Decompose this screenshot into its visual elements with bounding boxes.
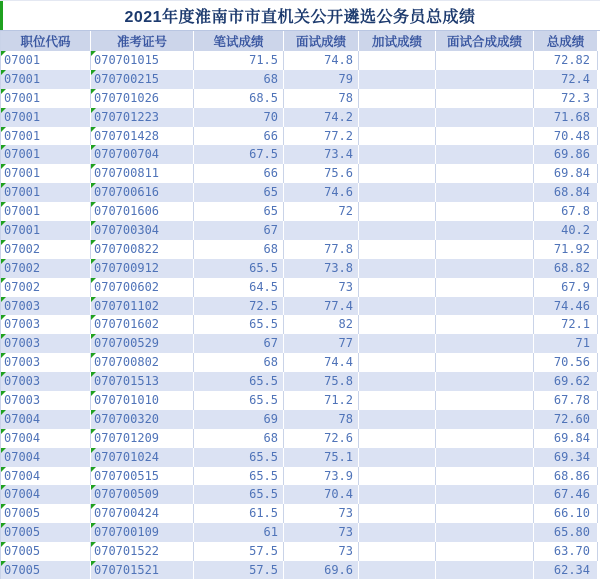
stored-as-text-indicator-icon [91, 183, 96, 188]
stored-as-text-indicator-icon [1, 51, 6, 56]
stored-as-text-indicator-icon [1, 485, 6, 490]
cell-extra[interactable] [359, 183, 436, 202]
stored-as-text-indicator-icon [91, 278, 96, 283]
cell-total[interactable]: 69.84 [534, 429, 598, 448]
cell-ticket[interactable]: 070701209 [91, 429, 194, 448]
cell-code[interactable]: 07001 [1, 108, 91, 127]
cell-code[interactable]: 07003 [1, 334, 91, 353]
cell-code[interactable]: 07004 [1, 448, 91, 467]
cell-total[interactable]: 40.2 [534, 221, 598, 240]
cell-extra[interactable] [359, 51, 436, 70]
table-row [1, 372, 598, 391]
cell-code[interactable]: 07001 [1, 221, 91, 240]
cell-written[interactable]: 65.5 [194, 467, 284, 486]
table-row [1, 70, 598, 89]
cell-code[interactable]: 07001 [1, 183, 91, 202]
cell-ticket[interactable]: 070700602 [91, 278, 194, 297]
cell-extra[interactable] [359, 127, 436, 146]
table-row [1, 278, 598, 297]
stored-as-text-indicator-icon [91, 221, 96, 226]
cell-interview[interactable]: 75.1 [284, 448, 359, 467]
cell-written[interactable]: 67.5 [194, 145, 284, 164]
stored-as-text-indicator-icon [1, 127, 6, 132]
cell-composite[interactable] [436, 429, 534, 448]
cell-composite[interactable] [436, 523, 534, 542]
cell-written[interactable]: 65.5 [194, 391, 284, 410]
cell-extra[interactable] [359, 89, 436, 108]
cell-composite[interactable] [436, 467, 534, 486]
cell-total[interactable]: 67.78 [534, 391, 598, 410]
cell-interview[interactable] [284, 221, 359, 240]
stored-as-text-indicator-icon [91, 315, 96, 320]
cell-ticket[interactable]: 070701102 [91, 297, 194, 316]
cell-code[interactable]: 07005 [1, 542, 91, 561]
cell-composite[interactable] [436, 51, 534, 70]
cell-interview[interactable]: 77.2 [284, 127, 359, 146]
cell-code[interactable]: 07003 [1, 315, 91, 334]
cell-extra[interactable] [359, 467, 436, 486]
cell-extra[interactable] [359, 145, 436, 164]
cell-extra[interactable] [359, 353, 436, 372]
table-row [1, 183, 598, 202]
selection-edge-bar [0, 1, 3, 30]
cell-interview[interactable]: 73 [284, 278, 359, 297]
cell-written[interactable]: 66 [194, 164, 284, 183]
table-row [1, 542, 598, 561]
cell-composite[interactable] [436, 89, 534, 108]
stored-as-text-indicator-icon [1, 297, 6, 302]
cell-interview[interactable]: 73.4 [284, 145, 359, 164]
cell-total[interactable]: 72.1 [534, 315, 598, 334]
cell-total[interactable]: 66.10 [534, 504, 598, 523]
cell-composite[interactable] [436, 278, 534, 297]
cell-extra[interactable] [359, 542, 436, 561]
cell-written[interactable]: 65.5 [194, 259, 284, 278]
cell-composite[interactable] [436, 315, 534, 334]
table-row [1, 240, 598, 259]
cell-extra[interactable] [359, 485, 436, 504]
stored-as-text-indicator-icon [1, 410, 6, 415]
cell-ticket[interactable]: 070700822 [91, 240, 194, 259]
cell-ticket[interactable]: 070701513 [91, 372, 194, 391]
cell-ticket[interactable]: 070701521 [91, 561, 194, 579]
stored-as-text-indicator-icon [91, 127, 96, 132]
stored-as-text-indicator-icon [91, 297, 96, 302]
cell-ticket[interactable]: 070700811 [91, 164, 194, 183]
cell-composite[interactable] [436, 448, 534, 467]
title-row [0, 1, 600, 31]
stored-as-text-indicator-icon [1, 183, 6, 188]
cell-ticket[interactable]: 070700509 [91, 485, 194, 504]
cell-extra[interactable] [359, 164, 436, 183]
cell-composite[interactable] [436, 542, 534, 561]
cell-code[interactable]: 07001 [1, 70, 91, 89]
stored-as-text-indicator-icon [1, 561, 6, 566]
cell-extra[interactable] [359, 523, 436, 542]
cell-composite[interactable] [436, 485, 534, 504]
cell-extra[interactable] [359, 108, 436, 127]
cell-interview[interactable]: 71.2 [284, 391, 359, 410]
stored-as-text-indicator-icon [1, 523, 6, 528]
cell-extra[interactable] [359, 334, 436, 353]
cell-written[interactable]: 67 [194, 221, 284, 240]
cell-ticket[interactable]: 070701026 [91, 89, 194, 108]
cell-total[interactable]: 70.56 [534, 353, 598, 372]
cell-extra[interactable] [359, 70, 436, 89]
cell-written[interactable]: 69 [194, 410, 284, 429]
stored-as-text-indicator-icon [1, 353, 6, 358]
cell-composite[interactable] [436, 127, 534, 146]
table-row [1, 127, 598, 146]
cell-total[interactable]: 72.4 [534, 70, 598, 89]
cell-written[interactable]: 67 [194, 334, 284, 353]
cell-ticket[interactable]: 070700802 [91, 353, 194, 372]
cell-extra[interactable] [359, 315, 436, 334]
cell-written[interactable]: 57.5 [194, 542, 284, 561]
header-cell-ticket[interactable]: 准考证号 [91, 31, 194, 51]
cell-interview[interactable]: 78 [284, 89, 359, 108]
cell-ticket[interactable]: 070700515 [91, 467, 194, 486]
cell-total[interactable]: 70.48 [534, 127, 598, 146]
cell-extra[interactable] [359, 561, 436, 579]
cell-composite[interactable] [436, 145, 534, 164]
cell-composite[interactable] [436, 372, 534, 391]
cell-composite[interactable] [436, 70, 534, 89]
stored-as-text-indicator-icon [1, 504, 6, 509]
stored-as-text-indicator-icon [1, 372, 6, 377]
cell-written[interactable]: 65.5 [194, 485, 284, 504]
stored-as-text-indicator-icon [91, 504, 96, 509]
cell-total[interactable]: 71.92 [534, 240, 598, 259]
table-row [1, 334, 598, 353]
stored-as-text-indicator-icon [1, 278, 6, 283]
cell-code[interactable]: 07001 [1, 202, 91, 221]
stored-as-text-indicator-icon [91, 145, 96, 150]
stored-as-text-indicator-icon [1, 221, 6, 226]
cell-total[interactable]: 63.70 [534, 542, 598, 561]
stored-as-text-indicator-icon [1, 334, 6, 339]
stored-as-text-indicator-icon [91, 448, 96, 453]
cell-ticket[interactable]: 070701223 [91, 108, 194, 127]
cell-total[interactable]: 67.8 [534, 202, 598, 221]
stored-as-text-indicator-icon [1, 448, 6, 453]
stored-as-text-indicator-icon [1, 108, 6, 113]
header-cell-extra[interactable]: 加试成绩 [359, 31, 436, 51]
stored-as-text-indicator-icon [1, 467, 6, 472]
stored-as-text-indicator-icon [1, 145, 6, 150]
cell-composite[interactable] [436, 297, 534, 316]
header-cell-composite[interactable]: 面试合成成绩 [436, 31, 534, 51]
cell-composite[interactable] [436, 334, 534, 353]
cell-composite[interactable] [436, 108, 534, 127]
table-row [1, 315, 598, 334]
cell-total[interactable]: 67.9 [534, 278, 598, 297]
stored-as-text-indicator-icon [91, 429, 96, 434]
cell-total[interactable]: 69.86 [534, 145, 598, 164]
cell-composite[interactable] [436, 221, 534, 240]
cell-ticket[interactable]: 070701015 [91, 51, 194, 70]
cell-extra[interactable] [359, 448, 436, 467]
cell-interview[interactable]: 73 [284, 523, 359, 542]
cell-written[interactable]: 71.5 [194, 51, 284, 70]
cell-extra[interactable] [359, 259, 436, 278]
stored-as-text-indicator-icon [1, 429, 6, 434]
cell-code[interactable]: 07001 [1, 127, 91, 146]
cell-code[interactable]: 07001 [1, 164, 91, 183]
cell-ticket[interactable]: 070700424 [91, 504, 194, 523]
cell-extra[interactable] [359, 297, 436, 316]
table-row [1, 202, 598, 221]
cell-code[interactable]: 07003 [1, 372, 91, 391]
cell-code[interactable]: 07001 [1, 51, 91, 70]
cell-ticket[interactable]: 070700304 [91, 221, 194, 240]
cell-total[interactable]: 72.82 [534, 51, 598, 70]
stored-as-text-indicator-icon [91, 391, 96, 396]
cell-total[interactable]: 67.46 [534, 485, 598, 504]
cell-ticket[interactable]: 070701522 [91, 542, 194, 561]
cell-interview[interactable]: 77.4 [284, 297, 359, 316]
stored-as-text-indicator-icon [91, 51, 96, 56]
cell-code[interactable]: 07004 [1, 429, 91, 448]
cell-interview[interactable]: 73 [284, 542, 359, 561]
cell-composite[interactable] [436, 240, 534, 259]
cell-extra[interactable] [359, 278, 436, 297]
stored-as-text-indicator-icon [1, 240, 6, 245]
cell-extra[interactable] [359, 391, 436, 410]
table-row [1, 51, 598, 70]
cell-written[interactable]: 61.5 [194, 504, 284, 523]
score-table-body [1, 51, 598, 579]
cell-code[interactable]: 07005 [1, 504, 91, 523]
cell-ticket[interactable]: 070701428 [91, 127, 194, 146]
cell-extra[interactable] [359, 410, 436, 429]
cell-composite[interactable] [436, 410, 534, 429]
stored-as-text-indicator-icon [1, 259, 6, 264]
cell-ticket[interactable]: 070700320 [91, 410, 194, 429]
cell-interview[interactable]: 82 [284, 315, 359, 334]
table-row [1, 391, 598, 410]
cell-interview[interactable]: 79 [284, 70, 359, 89]
cell-written[interactable]: 70 [194, 108, 284, 127]
cell-code[interactable]: 07003 [1, 353, 91, 372]
cell-total[interactable]: 69.34 [534, 448, 598, 467]
cell-written[interactable]: 68.5 [194, 89, 284, 108]
table-row [1, 221, 598, 240]
cell-code[interactable]: 07001 [1, 145, 91, 164]
table-row [1, 108, 598, 127]
cell-extra[interactable] [359, 504, 436, 523]
table-row [1, 89, 598, 108]
cell-extra[interactable] [359, 372, 436, 391]
cell-ticket[interactable]: 070700215 [91, 70, 194, 89]
cell-code[interactable]: 07002 [1, 240, 91, 259]
stored-as-text-indicator-icon [91, 353, 96, 358]
cell-interview[interactable]: 77.8 [284, 240, 359, 259]
table-row [1, 467, 598, 486]
cell-total[interactable]: 71 [534, 334, 598, 353]
stored-as-text-indicator-icon [91, 70, 96, 75]
stored-as-text-indicator-icon [1, 164, 6, 169]
cell-total[interactable]: 72.60 [534, 410, 598, 429]
stored-as-text-indicator-icon [91, 89, 96, 94]
page-title: 2021年度淮南市市直机关公开遴选公务员总成绩 [124, 9, 476, 26]
table-row [1, 485, 598, 504]
cell-written[interactable]: 65 [194, 183, 284, 202]
table-row [1, 297, 598, 316]
cell-written[interactable]: 65.5 [194, 372, 284, 391]
stored-as-text-indicator-icon [1, 542, 6, 547]
cell-interview[interactable]: 78 [284, 410, 359, 429]
cell-written[interactable]: 68 [194, 429, 284, 448]
cell-ticket[interactable]: 070700109 [91, 523, 194, 542]
table-row [1, 164, 598, 183]
cell-composite[interactable] [436, 391, 534, 410]
cell-written[interactable]: 72.5 [194, 297, 284, 316]
cell-written[interactable]: 68 [194, 353, 284, 372]
cell-ticket[interactable]: 070701010 [91, 391, 194, 410]
cell-code[interactable]: 07004 [1, 467, 91, 486]
cell-ticket[interactable]: 070701606 [91, 202, 194, 221]
cell-interview[interactable]: 73.8 [284, 259, 359, 278]
table-row [1, 259, 598, 278]
cell-interview[interactable]: 72 [284, 202, 359, 221]
cell-interview[interactable]: 73.9 [284, 467, 359, 486]
cell-total[interactable]: 68.84 [534, 183, 598, 202]
cell-total[interactable]: 74.46 [534, 297, 598, 316]
cell-interview[interactable]: 69.6 [284, 561, 359, 579]
cell-code[interactable]: 07002 [1, 259, 91, 278]
cell-ticket[interactable]: 070700616 [91, 183, 194, 202]
header-cell-code[interactable]: 职位代码 [1, 31, 91, 51]
cell-written[interactable]: 65.5 [194, 448, 284, 467]
stored-as-text-indicator-icon [91, 561, 96, 566]
cell-written[interactable]: 66 [194, 127, 284, 146]
cell-code[interactable]: 07004 [1, 410, 91, 429]
stored-as-text-indicator-icon [1, 89, 6, 94]
cell-code[interactable]: 07003 [1, 297, 91, 316]
cell-code[interactable]: 07003 [1, 391, 91, 410]
header-row [1, 31, 598, 51]
header-cell-total[interactable]: 总成绩 [534, 31, 598, 51]
cell-written[interactable]: 57.5 [194, 561, 284, 579]
stored-as-text-indicator-icon [91, 202, 96, 207]
cell-interview[interactable]: 74.4 [284, 353, 359, 372]
cell-extra[interactable] [359, 240, 436, 259]
cell-written[interactable]: 64.5 [194, 278, 284, 297]
stored-as-text-indicator-icon [91, 372, 96, 377]
cell-code[interactable]: 07005 [1, 561, 91, 579]
cell-extra[interactable] [359, 221, 436, 240]
cell-interview[interactable]: 75.8 [284, 372, 359, 391]
stored-as-text-indicator-icon [1, 202, 6, 207]
cell-composite[interactable] [436, 561, 534, 579]
stored-as-text-indicator-icon [91, 542, 96, 547]
cell-interview[interactable]: 70.4 [284, 485, 359, 504]
table-row [1, 353, 598, 372]
cell-total[interactable]: 72.3 [534, 89, 598, 108]
stored-as-text-indicator-icon [91, 467, 96, 472]
cell-written[interactable]: 65.5 [194, 315, 284, 334]
stored-as-text-indicator-icon [91, 240, 96, 245]
cell-composite[interactable] [436, 202, 534, 221]
stored-as-text-indicator-icon [1, 70, 6, 75]
stored-as-text-indicator-icon [1, 391, 6, 396]
stored-as-text-indicator-icon [91, 485, 96, 490]
cell-interview[interactable]: 74.2 [284, 108, 359, 127]
stored-as-text-indicator-icon [91, 334, 96, 339]
cell-code[interactable]: 07005 [1, 523, 91, 542]
cell-written[interactable]: 61 [194, 523, 284, 542]
table-row [1, 410, 598, 429]
table-row [1, 561, 598, 579]
cell-extra[interactable] [359, 429, 436, 448]
stored-as-text-indicator-icon [91, 410, 96, 415]
stored-as-text-indicator-icon [91, 523, 96, 528]
header-cell-interview[interactable]: 面试成绩 [284, 31, 359, 51]
cell-code[interactable]: 07001 [1, 89, 91, 108]
table-row [1, 429, 598, 448]
cell-composite[interactable] [436, 353, 534, 372]
cell-total[interactable]: 69.84 [534, 164, 598, 183]
cell-code[interactable]: 07002 [1, 278, 91, 297]
score-table [0, 31, 598, 579]
cell-written[interactable]: 68 [194, 70, 284, 89]
cell-interview[interactable]: 74.6 [284, 183, 359, 202]
cell-total[interactable]: 68.82 [534, 259, 598, 278]
cell-ticket[interactable]: 070700912 [91, 259, 194, 278]
cell-code[interactable]: 07004 [1, 485, 91, 504]
cell-total[interactable]: 62.34 [534, 561, 598, 579]
stored-as-text-indicator-icon [91, 259, 96, 264]
cell-written[interactable]: 65 [194, 202, 284, 221]
cell-ticket[interactable]: 070700529 [91, 334, 194, 353]
cell-total[interactable]: 71.68 [534, 108, 598, 127]
cell-ticket[interactable]: 070701602 [91, 315, 194, 334]
table-row [1, 504, 598, 523]
header-cell-written[interactable]: 笔试成绩 [194, 31, 284, 51]
cell-interview[interactable]: 77 [284, 334, 359, 353]
stored-as-text-indicator-icon [91, 108, 96, 113]
cell-composite[interactable] [436, 259, 534, 278]
stored-as-text-indicator-icon [91, 164, 96, 169]
cell-interview[interactable]: 72.6 [284, 429, 359, 448]
cell-total[interactable]: 69.62 [534, 372, 598, 391]
cell-composite[interactable] [436, 183, 534, 202]
table-row [1, 448, 598, 467]
cell-total[interactable]: 68.86 [534, 467, 598, 486]
cell-extra[interactable] [359, 202, 436, 221]
cell-composite[interactable] [436, 164, 534, 183]
table-row [1, 523, 598, 542]
cell-interview[interactable]: 74.8 [284, 51, 359, 70]
stored-as-text-indicator-icon [1, 315, 6, 320]
cell-composite[interactable] [436, 504, 534, 523]
cell-ticket[interactable]: 070700704 [91, 145, 194, 164]
cell-ticket[interactable]: 070701024 [91, 448, 194, 467]
cell-interview[interactable]: 73 [284, 504, 359, 523]
cell-total[interactable]: 65.80 [534, 523, 598, 542]
cell-written[interactable]: 68 [194, 240, 284, 259]
cell-interview[interactable]: 75.6 [284, 164, 359, 183]
table-row [1, 145, 598, 164]
